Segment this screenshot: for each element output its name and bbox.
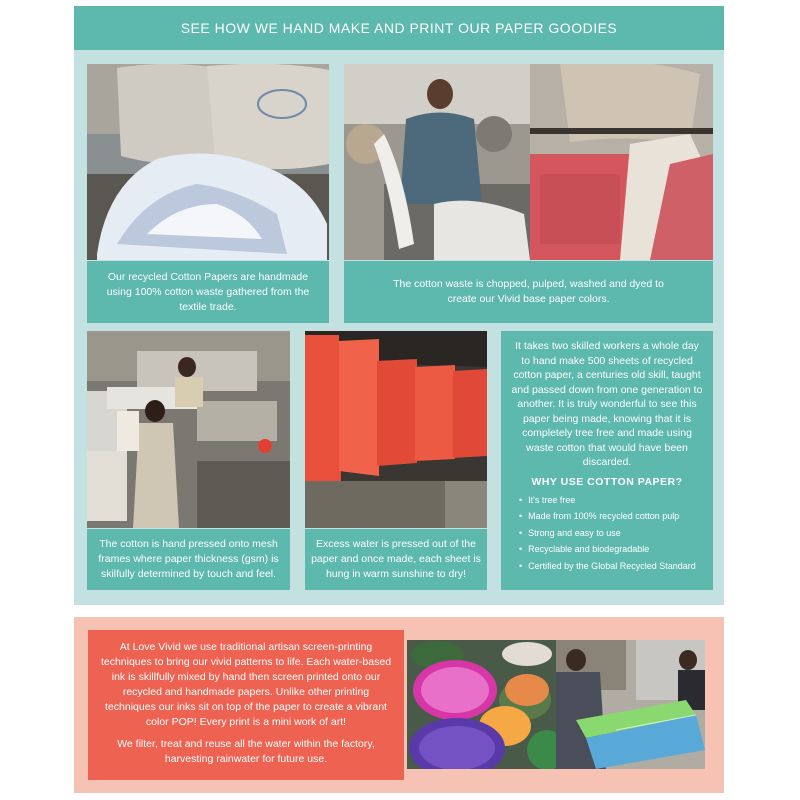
pressing-caption-text: The cotton is hand pressed onto mesh frames where paper thickness (gsm) is skilfully determined by touch and feel. (98, 538, 279, 580)
drying-sheets-photo (305, 331, 487, 528)
printing-paragraph: At Love Vivid we use traditional artisan screen-printing techniques to bring our vivid patterns to life. Each water-based ink is skillfully mixed by hand then screen printed onto our recycled and handmade papers. Unlike other printing techniques our inks sit on top of the paper to create a vibrant color POP! Every print is a mini work of art! (100, 641, 392, 728)
benefit-item: • Made from 100% recycled cotton pulp (519, 508, 703, 525)
printing-text-box (88, 630, 404, 780)
drying-caption-text: Excess water is pressed out of the paper and once made, each sheet is hung in warm sunshine to dry! (311, 538, 481, 580)
pressing-caption (87, 529, 290, 590)
page-title: SEE HOW WE HAND MAKE AND PRINT OUR PAPER GOODIES (74, 6, 724, 50)
why-cotton-heading: WHY USE COTTON PAPER? (531, 475, 683, 488)
red-pulp-photo (530, 64, 713, 260)
benefits-list (511, 492, 703, 575)
benefit-item: • Recyclable and biodegradable (519, 541, 703, 558)
benefit-item: • Certified by the Global Recycled Standard (519, 558, 703, 575)
cotton-waste-caption (87, 261, 329, 323)
cotton-paper-info (501, 331, 713, 590)
cotton-waste-photo (87, 64, 329, 260)
screen-printing-photo (556, 640, 705, 769)
cotton-paper-paragraph: It takes two skilled workers a whole day to hand make 500 sheets of recycled cotton paper, a centuries old skill, taught and passed down from one generation to another. It is truly wonderful to see this paper being made, knowing that it is completely tree free and made using waste cotton that would have been discarded. (511, 340, 703, 468)
pulping-caption-text: The cotton waste is chopped, pulped, washed and dyed to create our Vivid base paper colors. (393, 278, 664, 305)
drying-caption (305, 529, 487, 590)
cotton-waste-caption-text: Our recycled Cotton Papers are handmade using 100% cotton waste gathered from the textile trade. (106, 270, 310, 313)
benefit-item: • Strong and easy to use (519, 525, 703, 542)
water-paragraph: We filter, treat and reuse all the water within the factory, harvesting rainwater for future use. (117, 738, 375, 765)
pulping-worker-photo (344, 64, 530, 260)
ink-buckets-photo (407, 640, 558, 769)
pressing-workers-photo (87, 331, 290, 528)
benefit-item: • It's tree free (519, 492, 703, 509)
pulping-caption (344, 261, 713, 323)
